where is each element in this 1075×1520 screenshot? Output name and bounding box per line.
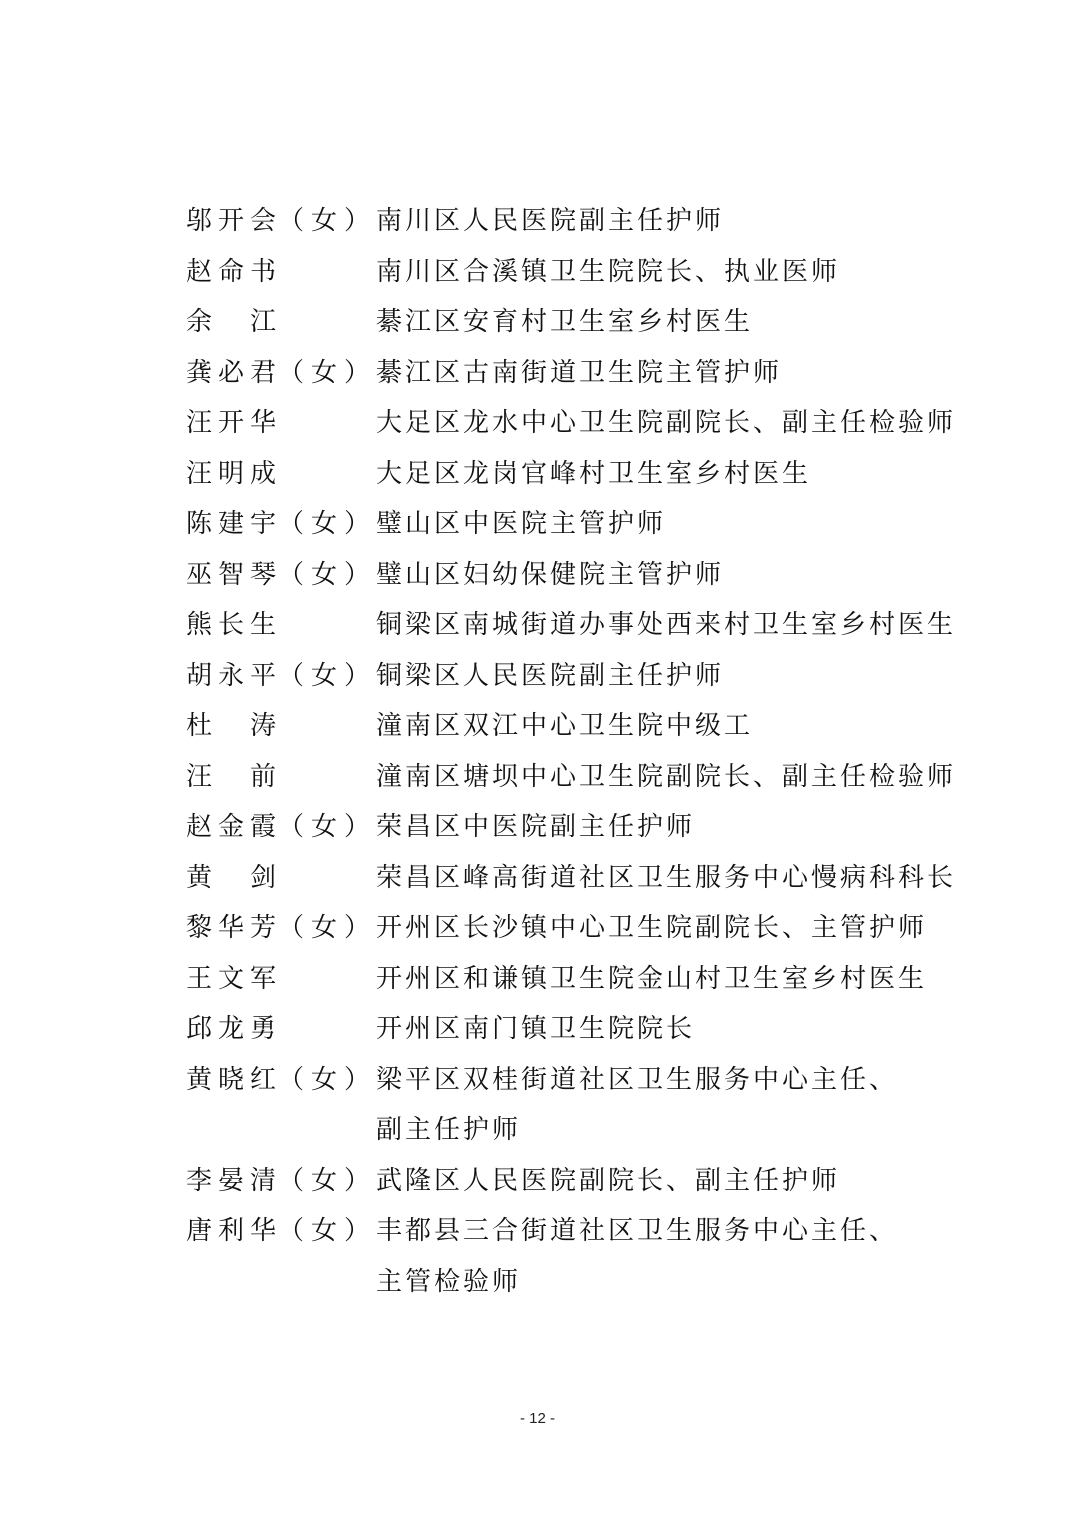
person-title — [376, 752, 956, 803]
title-line: 开州区长沙镇中心卫生院副院长、主管护师 — [376, 913, 928, 943]
title-line: 大足区龙岗官峰村卫生室乡村医生 — [376, 458, 812, 489]
title-line: 南川区合溪镇卫生院院长、执业医师 — [376, 256, 841, 287]
list-item — [186, 954, 946, 1005]
person-name-cell — [186, 1004, 376, 1055]
title-line: 大足区龙水中心卫生院副院长、副主任检验师 — [376, 408, 957, 438]
person-name-cell — [186, 1156, 376, 1207]
person-title — [376, 903, 946, 954]
title-line: 开州区南门镇卫生院院长 — [376, 1014, 696, 1044]
person-name-cell — [186, 398, 376, 449]
person-name-cell — [186, 651, 376, 702]
person-title — [376, 802, 946, 853]
person-title — [376, 1156, 946, 1207]
person-name-cell — [186, 802, 376, 853]
person-name-cell — [186, 752, 376, 803]
person-name: 汪前 — [186, 761, 276, 792]
person-name-cell — [186, 499, 376, 550]
person-name: 王文军 — [186, 963, 276, 994]
person-title — [376, 1206, 946, 1307]
person-name-cell — [186, 853, 376, 904]
gender-tag: （女） — [278, 660, 378, 691]
person-name: 黄剑 — [186, 862, 276, 893]
person-name: 龚必君 — [186, 357, 276, 388]
list-item — [186, 903, 946, 954]
person-name: 赵命书 — [186, 256, 276, 287]
title-line: 潼南区双江中心卫生院中级工 — [376, 711, 754, 741]
title-line: 铜梁区南城街道办事处西来村卫生室乡村医生 — [376, 610, 957, 640]
title-line: 梁平区双桂街道社区卫生服务中心主任、 — [376, 1064, 899, 1095]
person-name-cell — [186, 1206, 376, 1257]
gender-tag: （女） — [278, 357, 378, 388]
title-line: 副主任护师 — [376, 1115, 522, 1145]
person-title — [376, 600, 956, 651]
title-line: 荣昌区中医院副主任护师 — [376, 812, 696, 842]
list-item — [186, 752, 957, 803]
title-line: 璧山区妇幼保健院主管护师 — [376, 559, 725, 590]
gender-tag: （女） — [278, 206, 378, 236]
person-title — [376, 1055, 946, 1156]
person-title — [376, 247, 946, 298]
person-name: 汪明成 — [186, 458, 276, 489]
list-item — [186, 651, 946, 702]
personnel-list — [186, 196, 957, 1307]
title-line: 綦江区安育村卫生室乡村医生 — [376, 307, 754, 337]
list-item — [186, 449, 946, 500]
person-name-cell — [186, 247, 376, 298]
list-item — [186, 802, 946, 853]
title-line: 开州区和谦镇卫生院金山村卫生室乡村医生 — [376, 963, 928, 994]
list-item — [186, 1206, 946, 1307]
person-title — [376, 398, 956, 449]
person-name-cell — [186, 550, 376, 601]
person-name-cell — [186, 903, 376, 954]
list-item — [186, 1055, 946, 1156]
page-number: - 12 - — [519, 1410, 555, 1427]
person-title — [376, 449, 946, 500]
person-title — [376, 853, 956, 904]
gender-tag: （女） — [278, 559, 378, 590]
person-title — [376, 196, 946, 247]
list-item — [186, 1156, 946, 1207]
title-line: 铜梁区人民医院副主任护师 — [376, 660, 725, 691]
title-line: 潼南区塘坝中心卫生院副院长、副主任检验师 — [376, 761, 957, 792]
title-line: 武隆区人民医院副院长、副主任护师 — [376, 1165, 841, 1196]
list-item — [186, 701, 946, 752]
title-line: 荣昌区峰高街道社区卫生服务中心慢病科科长 — [376, 862, 957, 893]
person-title — [376, 297, 946, 348]
person-title — [376, 651, 946, 702]
person-title — [376, 701, 946, 752]
person-name: 巫智琴 — [186, 559, 276, 590]
title-line: 主管检验师 — [376, 1266, 522, 1297]
person-name-cell — [186, 348, 376, 399]
gender-tag: （女） — [278, 1216, 378, 1246]
person-name: 黎华芳 — [186, 913, 276, 943]
list-item — [186, 499, 946, 550]
person-title — [376, 954, 946, 1005]
list-item — [186, 853, 957, 904]
person-name: 杜涛 — [186, 711, 276, 741]
list-item — [186, 348, 946, 399]
person-name-cell — [186, 196, 376, 247]
title-line: 璧山区中医院主管护师 — [376, 509, 667, 539]
person-name-cell — [186, 701, 376, 752]
list-item — [186, 398, 957, 449]
gender-tag: （女） — [278, 1064, 378, 1095]
person-name: 李晏清 — [186, 1165, 276, 1196]
person-name-cell — [186, 954, 376, 1005]
person-name: 余江 — [186, 307, 276, 337]
person-name: 邬开会 — [186, 206, 276, 236]
gender-tag: （女） — [278, 1165, 378, 1196]
person-name: 陈建宇 — [186, 509, 276, 539]
list-item — [186, 1004, 946, 1055]
person-name-cell — [186, 600, 376, 651]
person-name: 唐利华 — [186, 1216, 276, 1246]
person-name: 赵金霞 — [186, 812, 276, 842]
title-line: 綦江区古南街道卫生院主管护师 — [376, 357, 783, 388]
list-item — [186, 247, 946, 298]
person-title — [376, 550, 946, 601]
person-name-cell — [186, 449, 376, 500]
gender-tag: （女） — [278, 913, 378, 943]
gender-tag: （女） — [278, 509, 378, 539]
list-item — [186, 550, 946, 601]
person-name: 胡永平 — [186, 660, 276, 691]
person-name: 邱龙勇 — [186, 1014, 276, 1044]
person-name: 黄晓红 — [186, 1064, 276, 1095]
list-item — [186, 600, 957, 651]
person-name: 熊长生 — [186, 610, 276, 640]
person-title — [376, 499, 946, 550]
list-item — [186, 297, 946, 348]
list-item — [186, 196, 946, 247]
person-name-cell — [186, 297, 376, 348]
gender-tag: （女） — [278, 812, 378, 842]
person-name-cell — [186, 1055, 376, 1106]
title-line: 南川区人民医院副主任护师 — [376, 206, 725, 236]
person-title — [376, 348, 946, 399]
person-name: 汪开华 — [186, 408, 276, 438]
person-title — [376, 1004, 946, 1055]
title-line: 丰都县三合街道社区卫生服务中心主任、 — [376, 1216, 899, 1246]
